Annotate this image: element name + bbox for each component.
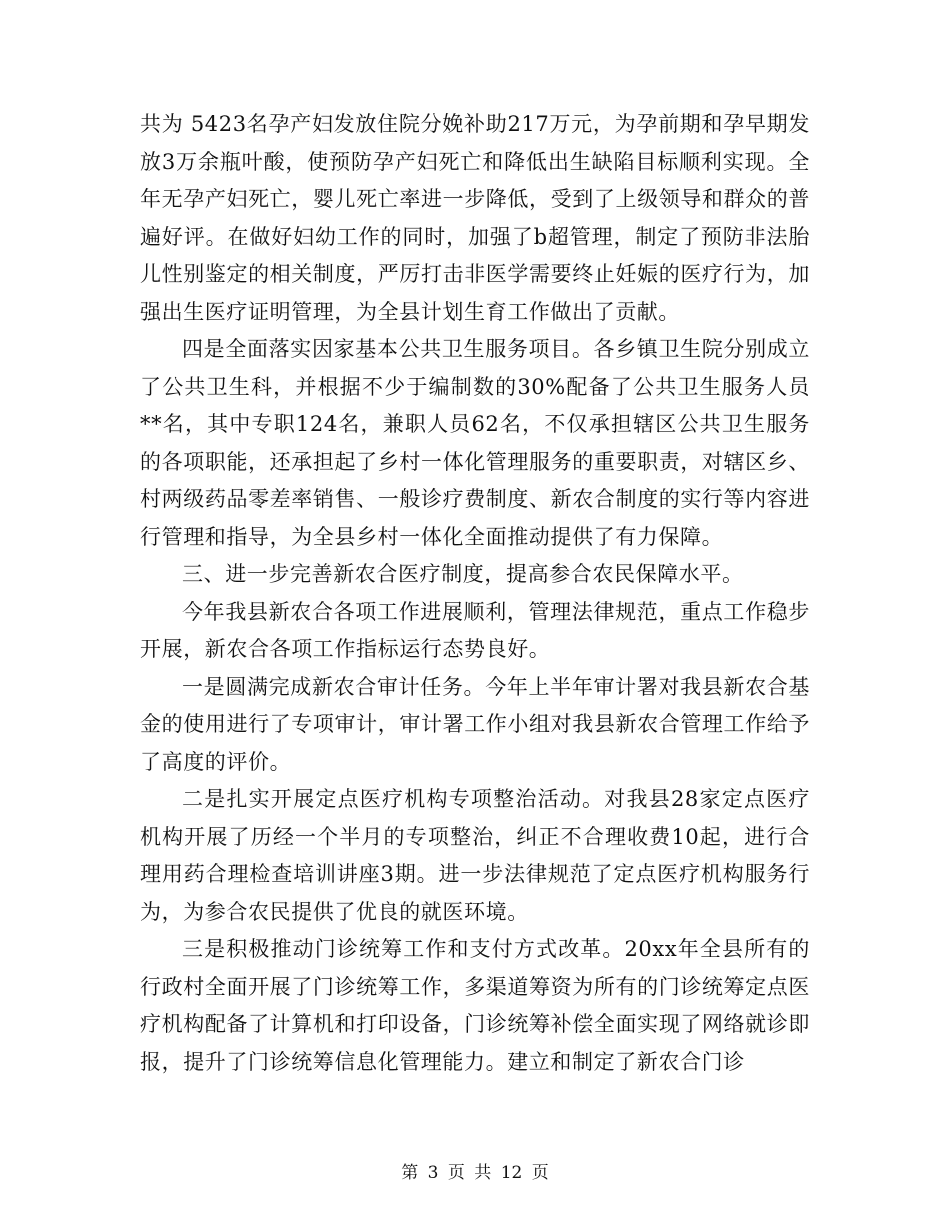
paragraph-3: 今年我县新农合各项工作进展顺利，管理法律规范，重点工作稳步开展，新农合各项工作指标运行态势良好。 — [140, 599, 810, 661]
paragraph-5: 二是扎实开展定点医疗机构专项整治活动。对我县28家定点医疗机构开展了历经一个半月的专项整治，纠正不合理收费10起，进行合理用药合理检查培训讲座3期。进一步法律规范了定点医疗机构服务行为，为参合农民提供了优良的就医环境。 — [140, 787, 810, 924]
paragraph-1: 共为 5423名孕产妇发放住院分娩补助217万元，为孕前期和孕早期发放3万余瓶叶酸，使预防孕产妇死亡和降低出生缺陷目标顺利实现。全年无孕产妇死亡，婴儿死亡率进一步降低，受到了上级领导和群众的普遍好评。在做好妇幼工作的同时，加强了b超管理，制定了预防非法胎儿性别鉴定的相关制度，严厉打击非医学需要终止妊娠的医疗行为，加强出生医疗证明管理，为全县计划生育工作做出了贡献。 — [140, 112, 810, 324]
document-body — [140, 106, 810, 1081]
page-number-footer: 第 3 页 共 12 页 — [401, 1163, 549, 1183]
paragraph-6: 三是积极推动门诊统筹工作和支付方式改革。20xx年全县所有的行政村全面开展了门诊统筹工作，多渠道筹资为所有的门诊统筹定点医疗机构配备了计算机和打印设备，门诊统筹补偿全面实现了网络就诊即报，提升了门诊统筹信息化管理能力。建立和制定了新农合门诊 — [140, 937, 810, 1074]
section-heading: 三、进一步完善新农合医疗制度，提高参合农民保障水平。 — [182, 562, 744, 586]
paragraph-4: 一是圆满完成新农合审计任务。今年上半年审计署对我县新农合基金的使用进行了专项审计，审计署工作小组对我县新农合管理工作给予了高度的评价。 — [140, 674, 810, 774]
paragraph-2: 四是全面落实因家基本公共卫生服务项目。各乡镇卫生院分别成立了公共卫生科，并根据不少于编制数的30%配备了公共卫生服务人员**名，其中专职124名，兼职人员62名，不仅承担辖区公共卫生服务的各项职能，还承担起了乡村一体化管理服务的重要职责，对辖区乡、村两级药品零差率销售、一般诊疗费制度、新农合制度的实行等内容进行管理和指导，为全县乡村一体化全面推动提供了有力保障。 — [140, 337, 810, 549]
